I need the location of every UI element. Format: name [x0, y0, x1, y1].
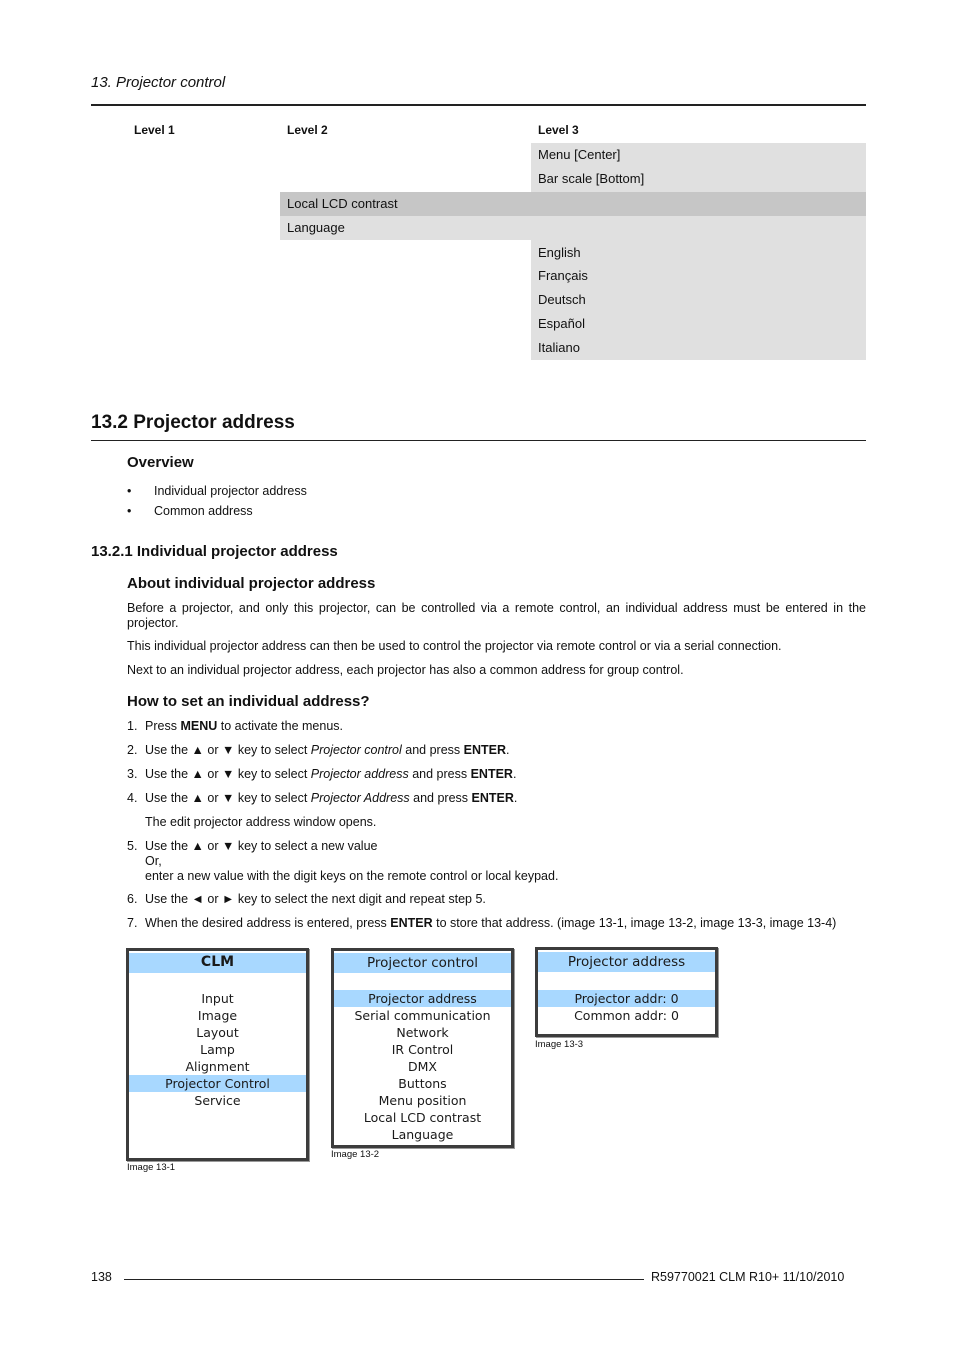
step-number: 1. [127, 719, 138, 733]
menu-item-ref: Projector address [310, 767, 409, 781]
table-cell-local-lcd: Local LCD contrast [280, 192, 866, 216]
key-label: ENTER [463, 743, 507, 757]
step-text: Use the ▲ or ▼ key to select [145, 743, 311, 757]
step-text: . [506, 743, 510, 757]
menu-item-menu-position: Menu position [378, 1093, 467, 1108]
menu-screenshot-projector-address [535, 947, 718, 1037]
overview-item-individual: Individual projector address [154, 484, 307, 498]
step-text: . [512, 767, 517, 781]
key-label: ENTER [390, 916, 433, 930]
chapter-header: 13. Projector control [91, 74, 226, 91]
step-number: 7. [127, 916, 138, 930]
step-text: Use the ▲ or ▼ key to select [145, 767, 311, 781]
overview-item-common: Common address [154, 504, 253, 518]
menu-item-ir-control: IR Control [391, 1042, 454, 1057]
image-caption-13-2: Image 13-2 [331, 1149, 380, 1160]
page-number: 138 [91, 1270, 112, 1284]
table-header-level1: Level 1 [134, 123, 175, 137]
menu-item-service: Service [194, 1093, 241, 1108]
menu-item-input: Input [201, 991, 234, 1006]
table-cell-bar-scale: Bar scale [Bottom] [531, 167, 866, 192]
bullet-dot: • [127, 504, 132, 518]
step-note: The edit projector address window opens. [145, 815, 377, 829]
table-cell-italiano: Italiano [531, 336, 866, 360]
step-2 [127, 743, 867, 758]
menu-item-serial-communication: Serial communication [354, 1008, 491, 1023]
subsection-title: 13.2.1 Individual projector address [91, 543, 338, 560]
step-number: 3. [127, 767, 138, 781]
table-header-level3: Level 3 [538, 123, 579, 137]
menu-item-network: Network [396, 1025, 449, 1040]
header-rule [91, 104, 866, 106]
key-label: MENU [180, 719, 218, 733]
step-text: and press [408, 767, 471, 781]
about-paragraph-1: Before a projector, and only this projector, can be controlled via a remote control, an individual address must be entered in the projector. [127, 601, 866, 630]
step-text: Use the ▲ or ▼ key to select [145, 791, 311, 805]
bullet-dot: • [127, 484, 132, 498]
about-heading: About individual projector address [127, 575, 376, 592]
menu-title: Projector address [567, 954, 686, 970]
key-label: ENTER [471, 791, 514, 805]
menu-title: Projector control [366, 955, 479, 971]
step-text: Use the ▲ or ▼ key to select a new value [145, 839, 378, 853]
step-4 [127, 791, 867, 806]
step-text-or: Or, [145, 854, 162, 868]
menu-item-layout: Layout [196, 1025, 239, 1040]
menu-item-ref: Projector Address [310, 791, 410, 805]
menu-item-dmx: DMX [408, 1059, 437, 1074]
menu-item-lamp: Lamp [200, 1042, 235, 1057]
menu-item-buttons: Buttons [398, 1076, 447, 1091]
document-reference: R59770021 CLM R10+ 11/10/2010 [651, 1270, 845, 1284]
table-cell-english: English [531, 240, 866, 264]
menu-screenshot-clm [126, 948, 309, 1161]
step-1 [127, 719, 867, 734]
step-3 [127, 767, 867, 782]
step-4-note [127, 815, 867, 830]
step-text: Press [145, 719, 181, 733]
howto-heading: How to set an individual address? [127, 693, 370, 710]
footer-rule [124, 1279, 644, 1280]
section-rule [91, 440, 866, 441]
step-number: 4. [127, 791, 138, 805]
step-text: Use the ◄ or ► key to select the next digit and repeat step 5. [145, 892, 486, 906]
step-text: to store that address. (image 13-1, image 13-2, image 13-3, image 13-4) [432, 916, 837, 930]
step-text: . [513, 791, 518, 805]
about-paragraph-3: Next to an individual projector address, each projector has also a common address for group control. [127, 663, 684, 677]
menu-item-image: Image [197, 1008, 238, 1023]
menu-screenshot-projector-control [331, 948, 514, 1148]
table-cell-deutsch: Deutsch [531, 288, 866, 312]
menu-item-projector-control: Projector Control [165, 1076, 270, 1091]
step-text: enter a new value with the digit keys on the remote control or local keypad. [145, 869, 559, 883]
section-title: 13.2 Projector address [91, 412, 295, 433]
about-paragraph-2: This individual projector address can then be used to control the projector via remote control or via a serial connection. [127, 639, 782, 653]
menu-item-local-lcd-contrast: Local LCD contrast [363, 1110, 482, 1125]
step-text: to activate the menus. [217, 719, 344, 733]
image-caption-13-3: Image 13-3 [535, 1039, 584, 1050]
menu-title: CLM [200, 954, 235, 970]
table-cell-menu-center: Menu [Center] [531, 143, 866, 167]
table-cell-francais: Français [531, 264, 866, 288]
table-cell-language: Language [280, 216, 866, 240]
menu-item-projector-address: Projector address [368, 991, 477, 1006]
step-number: 5. [127, 839, 138, 853]
step-6 [127, 892, 867, 907]
menu-item-language: Language [391, 1127, 454, 1142]
step-7 [127, 916, 867, 931]
step-text: When the desired address is entered, press [145, 916, 391, 930]
overview-heading: Overview [127, 454, 194, 471]
key-label: ENTER [470, 767, 513, 781]
step-5 [127, 839, 867, 884]
menu-item-ref: Projector control [310, 743, 402, 757]
menu-item-common-addr: Common addr: 0 [574, 1008, 679, 1023]
image-caption-13-1: Image 13-1 [127, 1162, 176, 1173]
menu-item-alignment: Alignment [185, 1059, 250, 1074]
table-header-level2: Level 2 [287, 123, 328, 137]
menu-item-projector-addr: Projector addr: 0 [574, 991, 679, 1006]
step-text: and press [401, 743, 464, 757]
table-cell-espanol: Español [531, 312, 866, 336]
step-text: and press [409, 791, 472, 805]
step-number: 6. [127, 892, 138, 906]
step-number: 2. [127, 743, 138, 757]
